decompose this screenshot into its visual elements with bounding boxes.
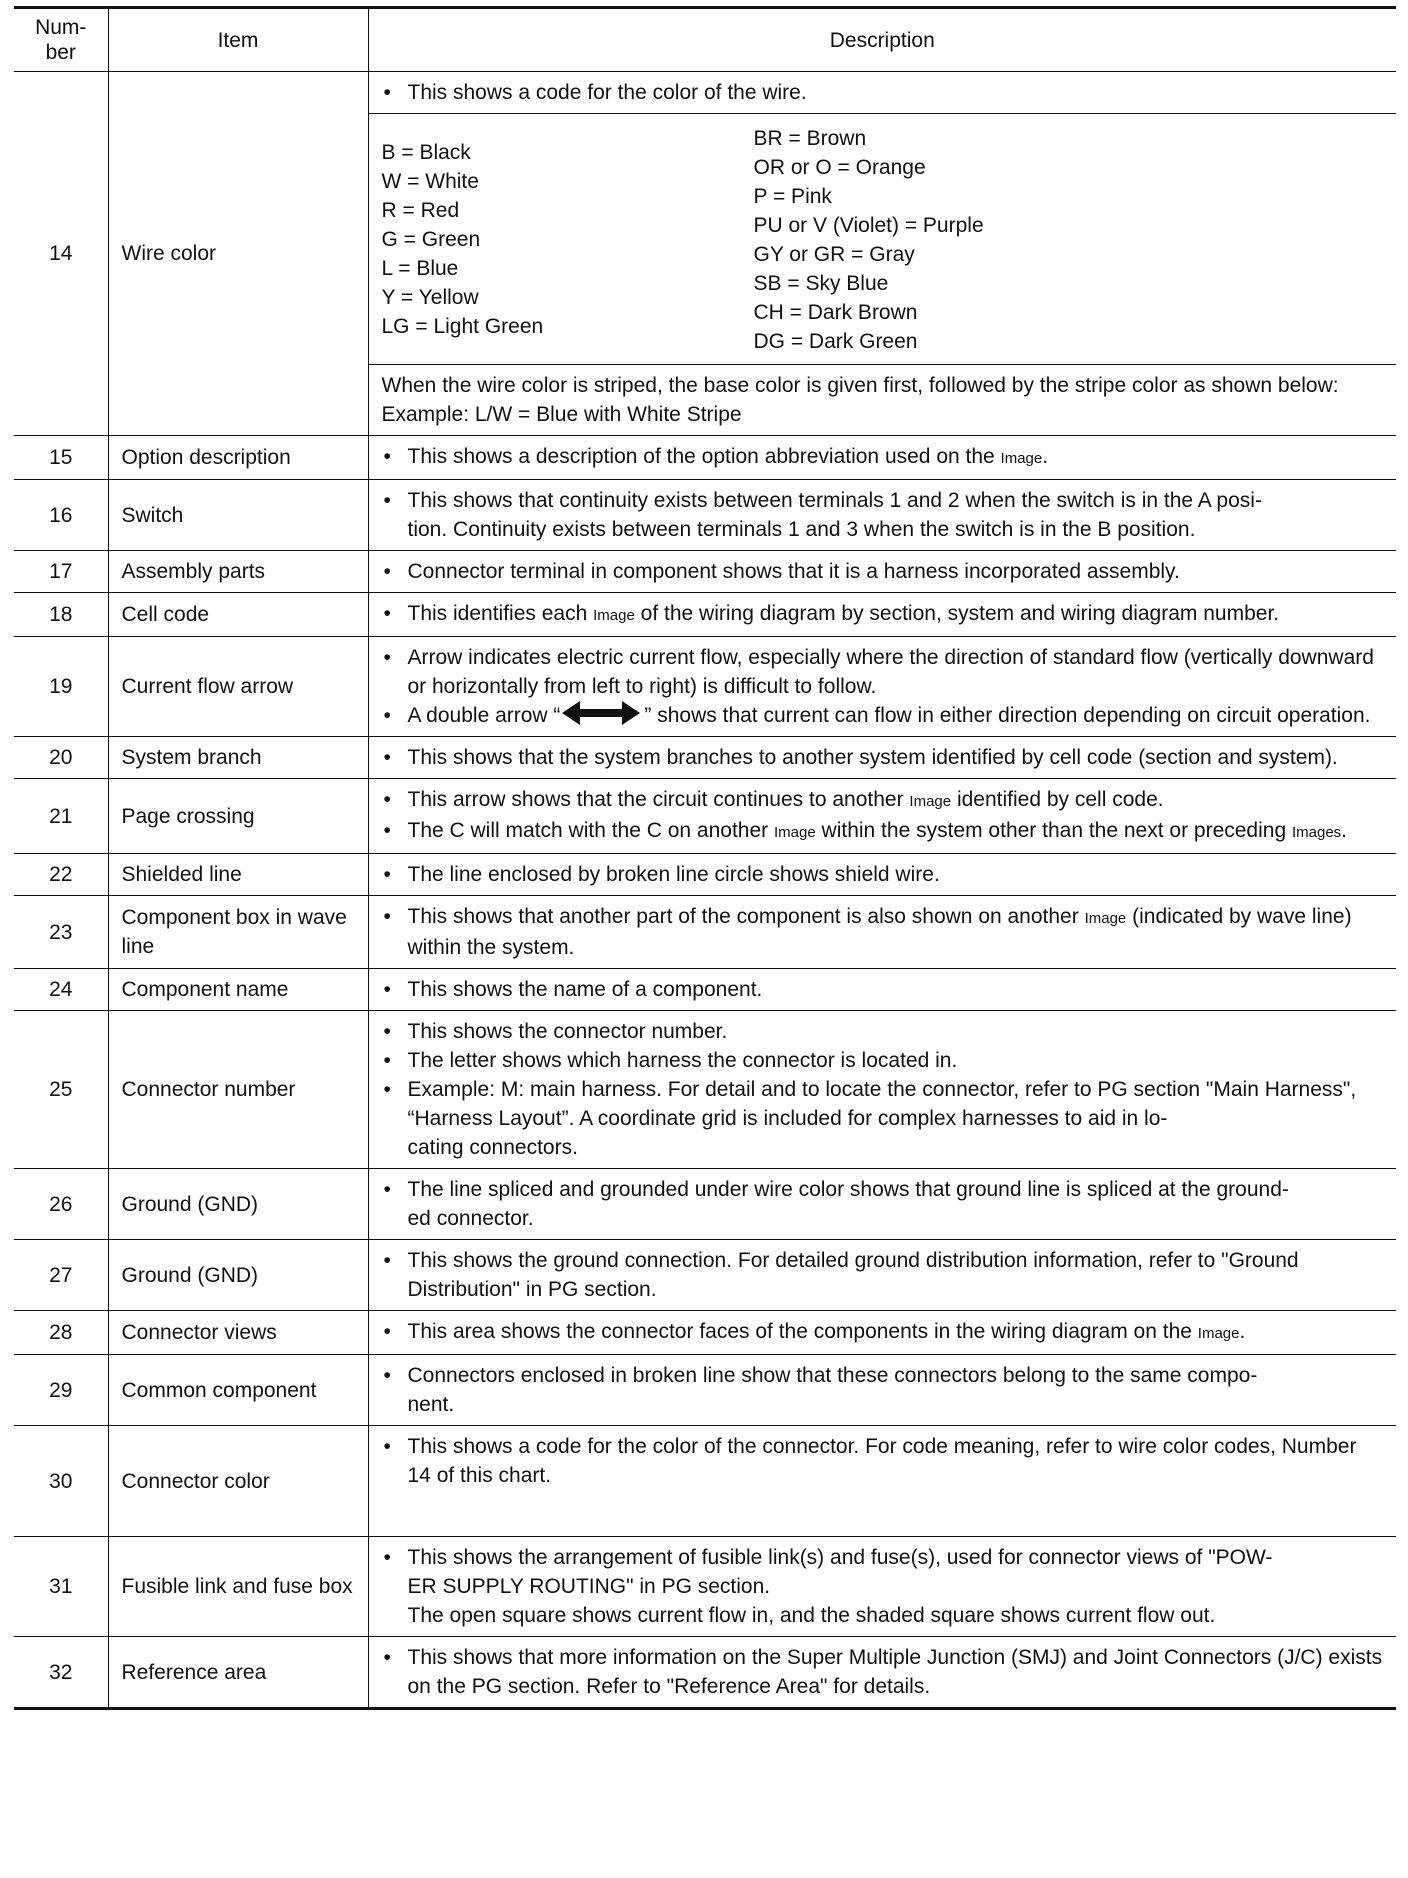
bullet-item — [382, 643, 1384, 701]
color-code: OR or O = Orange — [753, 156, 926, 179]
bullet-text-part: This arrow shows that the circuit continues to another — [407, 788, 910, 811]
row-number: 31 — [14, 1537, 108, 1637]
bullet-icon: • — [383, 704, 391, 727]
bullet-item — [382, 442, 1384, 473]
bullet-continuation — [382, 1601, 1384, 1630]
bullet-item — [382, 902, 1384, 962]
bullet-item — [382, 1246, 1384, 1304]
color-code: R = Red — [381, 199, 460, 222]
bullet-item — [382, 816, 1384, 847]
table-row-22 — [14, 854, 1396, 896]
row-item: Ground (GND) — [108, 1240, 368, 1311]
bullet-item — [382, 557, 1384, 586]
bullet-item — [382, 701, 1384, 730]
bullet-text: This shows that continuity exists between terminals 1 and 2 when the switch is in the A posi- tion. Continuity exists between terminals 1 and 3 when the switch is in the B position. — [407, 489, 1262, 541]
bullet-item — [382, 1432, 1384, 1490]
image-placeholder-text: Images — [1291, 824, 1342, 841]
bullet-icon: • — [383, 1546, 391, 1569]
bullet-text: Connectors enclosed in broken line show that these connectors belong to the same compo- nent. — [407, 1364, 1258, 1416]
bullet-text: This shows the connector number. — [407, 1020, 728, 1043]
bullet-text: The line enclosed by broken line circle shows shield wire. — [407, 863, 940, 886]
bullet-icon: • — [383, 1078, 391, 1101]
continuation-text: The open square shows current flow in, and the shaded square shows current flow out. — [407, 1604, 1216, 1627]
row-number: 29 — [14, 1355, 108, 1426]
bullet-text — [408, 816, 1384, 847]
row-item: Connector views — [108, 1311, 368, 1355]
color-code: W = White — [381, 170, 479, 193]
row-item: Fusible link and fuse box — [108, 1537, 368, 1637]
bullet-icon: • — [383, 489, 391, 512]
row-item: Option description — [108, 436, 368, 480]
bullet-icon: • — [383, 445, 391, 468]
bullet-text-part: . — [1239, 1320, 1246, 1343]
row-number: 32 — [14, 1637, 108, 1709]
row-description — [368, 637, 1396, 737]
bullet-text: The letter shows which harness the connector is located in. — [407, 1049, 958, 1072]
bullet-text — [408, 785, 1384, 816]
bullet-item — [382, 1543, 1384, 1601]
row-description — [368, 1537, 1396, 1637]
row-number: 30 — [14, 1426, 108, 1537]
bullet-text: This shows the name of a component. — [407, 978, 763, 1001]
table-row-19 — [14, 637, 1396, 737]
row-number: 27 — [14, 1240, 108, 1311]
row-item: Cell code — [108, 593, 368, 637]
image-placeholder-text: Image — [774, 824, 816, 841]
color-code: L = Blue — [381, 257, 459, 280]
table-row-30 — [14, 1426, 1396, 1537]
row-number: 17 — [14, 551, 108, 593]
bullet-icon: • — [383, 788, 391, 811]
bullet-text: Example: M: main harness. For detail and to locate the connector, refer to PG section "Main Harness", “Harness Layout”. A coordinate grid is included for complex harnesses to aid in lo- cating connectors. — [407, 1078, 1357, 1159]
bullet-text-part: This shows a description of the option abbreviation used on the — [407, 445, 1001, 468]
color-code: Y = Yellow — [381, 286, 479, 309]
bullet-icon: • — [383, 560, 391, 583]
row-description — [368, 1169, 1396, 1240]
row-number: 28 — [14, 1311, 108, 1355]
bullet-text — [408, 902, 1384, 962]
header-number-label: Num- ber — [35, 16, 87, 64]
row-description — [368, 737, 1396, 779]
table-row-16 — [14, 480, 1396, 551]
color-code: GY or GR = Gray — [753, 243, 915, 266]
header-number — [14, 8, 108, 72]
legend-table — [14, 6, 1396, 1710]
row-description — [368, 969, 1396, 1011]
bullet-icon: • — [383, 1435, 391, 1458]
image-placeholder-text: Image — [1000, 450, 1043, 467]
color-code: G = Green — [381, 228, 481, 251]
color-codes-left — [382, 124, 754, 356]
bullet-icon: • — [383, 905, 391, 928]
table-row-27 — [14, 1240, 1396, 1311]
bullet-text-part: This identifies each — [407, 602, 594, 625]
bullet-item — [382, 1361, 1384, 1419]
bullet-text: This shows the ground connection. For detailed ground distribution information, refer to "Ground Distribution" in PG section. — [407, 1249, 1299, 1301]
bullet-icon: • — [383, 819, 391, 842]
row-item: Current flow arrow — [108, 637, 368, 737]
header-row — [14, 8, 1396, 72]
wire-color-codes — [369, 113, 1397, 364]
row-item: Component name — [108, 969, 368, 1011]
image-placeholder-text: Image — [1197, 1325, 1240, 1342]
image-placeholder-text: Image — [909, 793, 952, 810]
row-description — [368, 1355, 1396, 1426]
row-description — [368, 1311, 1396, 1355]
color-code: B = Black — [381, 141, 471, 164]
bullet-text — [408, 1317, 1384, 1348]
row-number: 20 — [14, 737, 108, 779]
bullet-text-part: . — [1341, 819, 1348, 842]
bullet-text: The line spliced and grounded under wire color shows that ground line is spliced at the ground- ed connector. — [407, 1178, 1289, 1230]
row-number: 22 — [14, 854, 108, 896]
bullet-text-part: A double arrow “ — [407, 704, 561, 727]
row-item: Assembly parts — [108, 551, 368, 593]
row-description — [368, 1240, 1396, 1311]
table-row-21 — [14, 779, 1396, 854]
bullet-text: This shows a code for the color of the connector. For code meaning, refer to wire color codes, Number 14 of this chart. — [407, 1435, 1357, 1487]
row-number: 19 — [14, 637, 108, 737]
table-row-25 — [14, 1011, 1396, 1169]
bullet-item — [382, 1175, 1384, 1233]
bullet-icon: • — [383, 1320, 391, 1343]
bullet-text — [408, 442, 1384, 473]
row-item: Switch — [108, 480, 368, 551]
row-number: 21 — [14, 779, 108, 854]
row-description — [368, 1637, 1396, 1709]
color-code: LG = Light Green — [381, 315, 544, 338]
table-row-20 — [14, 737, 1396, 779]
wire-color-intro: • This shows a code for the color of the wire. — [369, 72, 1397, 113]
bullet-text-part: identified by cell code. — [951, 788, 1164, 811]
row-number: 14 — [14, 72, 108, 436]
bullet-text: This shows that more information on the Super Multiple Junction (SMJ) and Joint Connectors (J/C) exists on the PG section. Refer to "Reference Area" for details. — [407, 1646, 1383, 1698]
table-row-32 — [14, 1637, 1396, 1709]
bullet-item — [382, 1046, 1384, 1075]
bullet-indent — [382, 1601, 408, 1630]
row-description — [368, 1011, 1396, 1169]
image-placeholder-text: Image — [1084, 910, 1127, 927]
bullet-text-part: within the system other than the next or preceding — [815, 819, 1292, 842]
row-description — [368, 1426, 1396, 1537]
row-description — [368, 593, 1396, 637]
bullet-text-part: This area shows the connector faces of the components in the wiring diagram on the — [407, 1320, 1198, 1343]
table-row-14 — [14, 72, 1396, 436]
row-item: Connector number — [108, 1011, 368, 1169]
color-code: P = Pink — [753, 185, 832, 208]
row-item: Reference area — [108, 1637, 368, 1709]
bullet-item — [382, 785, 1384, 816]
color-code: CH = Dark Brown — [753, 301, 918, 324]
row-number: 18 — [14, 593, 108, 637]
table-row-18 — [14, 593, 1396, 637]
bullet-icon: • — [383, 1049, 391, 1072]
table-row-23 — [14, 896, 1396, 969]
wire-color-striped-note: When the wire color is striped, the base color is given first, followed by the stripe color as shown below: Example: L/W = Blue with White Stripe — [369, 364, 1397, 435]
row-item: Component box in wave line — [108, 896, 368, 969]
table-row-28 — [14, 1311, 1396, 1355]
table-row-17 — [14, 551, 1396, 593]
bullet-item — [382, 1643, 1384, 1701]
bullet-text-part: ” shows that current can flow in either direction depending on circuit operation. — [644, 704, 1371, 727]
row-description — [368, 854, 1396, 896]
bullet-text-part: . — [1042, 445, 1049, 468]
bullet-icon: • — [383, 1249, 391, 1272]
bullet-text: This shows that the system branches to another system identified by cell code (section and system). — [407, 746, 1338, 769]
bullet-text-part: The C will match with the C on another — [407, 819, 774, 842]
row-item: Common component — [108, 1355, 368, 1426]
bullet-text-part: (indicated by wave line) within the system. — [407, 905, 1352, 959]
blank-space — [382, 1490, 1384, 1530]
bullet-icon: • — [383, 1178, 391, 1201]
bullet-icon: • — [383, 646, 391, 669]
bullet-text-part: This shows that another part of the component is also shown on another — [407, 905, 1085, 928]
bullet-item — [382, 743, 1384, 772]
row-description — [368, 551, 1396, 593]
bullet-item — [382, 1075, 1384, 1162]
bullet-icon: • — [383, 746, 391, 769]
row-number: 16 — [14, 480, 108, 551]
color-code: DG = Dark Green — [753, 330, 918, 353]
double-arrow-icon — [560, 700, 644, 726]
row-number: 23 — [14, 896, 108, 969]
table-row-31 — [14, 1537, 1396, 1637]
row-description — [368, 436, 1396, 480]
bullet-text: Arrow indicates electric current flow, especially where the direction of standard flow (vertically downward or horizontally from left to right) is difficult to follow. — [407, 646, 1374, 698]
image-placeholder-text: Image — [593, 607, 635, 624]
row-description — [368, 72, 1396, 436]
row-number: 24 — [14, 969, 108, 1011]
bullet-icon: • — [383, 1020, 391, 1043]
color-code: BR = Brown — [753, 127, 867, 150]
row-number: 25 — [14, 1011, 108, 1169]
row-item: Shielded line — [108, 854, 368, 896]
row-item: System branch — [108, 737, 368, 779]
bullet-icon: • — [383, 978, 391, 1001]
bullet-item — [382, 860, 1384, 889]
bullet-icon: • — [383, 602, 391, 625]
bullet-text — [408, 701, 1384, 730]
row-description — [368, 896, 1396, 969]
striped-example: Example: L/W = Blue with White Stripe — [381, 403, 742, 426]
bullet-text — [408, 599, 1384, 630]
bullet-text: Connector terminal in component shows that it is a harness incorporated assembly. — [407, 560, 1180, 583]
table-row-15 — [14, 436, 1396, 480]
color-code: PU or V (Violet) = Purple — [753, 214, 984, 237]
header-item: Item — [108, 8, 368, 72]
bullet-item — [382, 975, 1384, 1004]
color-codes-right — [754, 124, 1384, 356]
row-description — [368, 480, 1396, 551]
row-item: Connector color — [108, 1426, 368, 1537]
table-row-24 — [14, 969, 1396, 1011]
header-description: Description — [368, 8, 1396, 72]
row-number: 15 — [14, 436, 108, 480]
row-item: Page crossing — [108, 779, 368, 854]
row-number: 26 — [14, 1169, 108, 1240]
table-row-29 — [14, 1355, 1396, 1426]
bullet-icon: • — [383, 81, 391, 104]
bullet-icon: • — [383, 1646, 391, 1669]
row-description — [368, 779, 1396, 854]
row-item: Wire color — [108, 72, 368, 436]
bullet-text-part: of the wiring diagram by section, system and wiring diagram number. — [634, 602, 1280, 625]
color-code: SB = Sky Blue — [753, 272, 889, 295]
bullet-item — [382, 1017, 1384, 1046]
bullet-icon: • — [383, 863, 391, 886]
row-item: Ground (GND) — [108, 1169, 368, 1240]
bullet-icon: • — [383, 1364, 391, 1387]
bullet-item — [382, 599, 1384, 630]
bullet-item — [382, 1317, 1384, 1348]
bullet-text: This shows the arrangement of fusible link(s) and fuse(s), used for connector views of "POW- ER SUPPLY ROUTING" in PG section. — [407, 1546, 1273, 1598]
bullet-item — [382, 486, 1384, 544]
table-row-26 — [14, 1169, 1396, 1240]
